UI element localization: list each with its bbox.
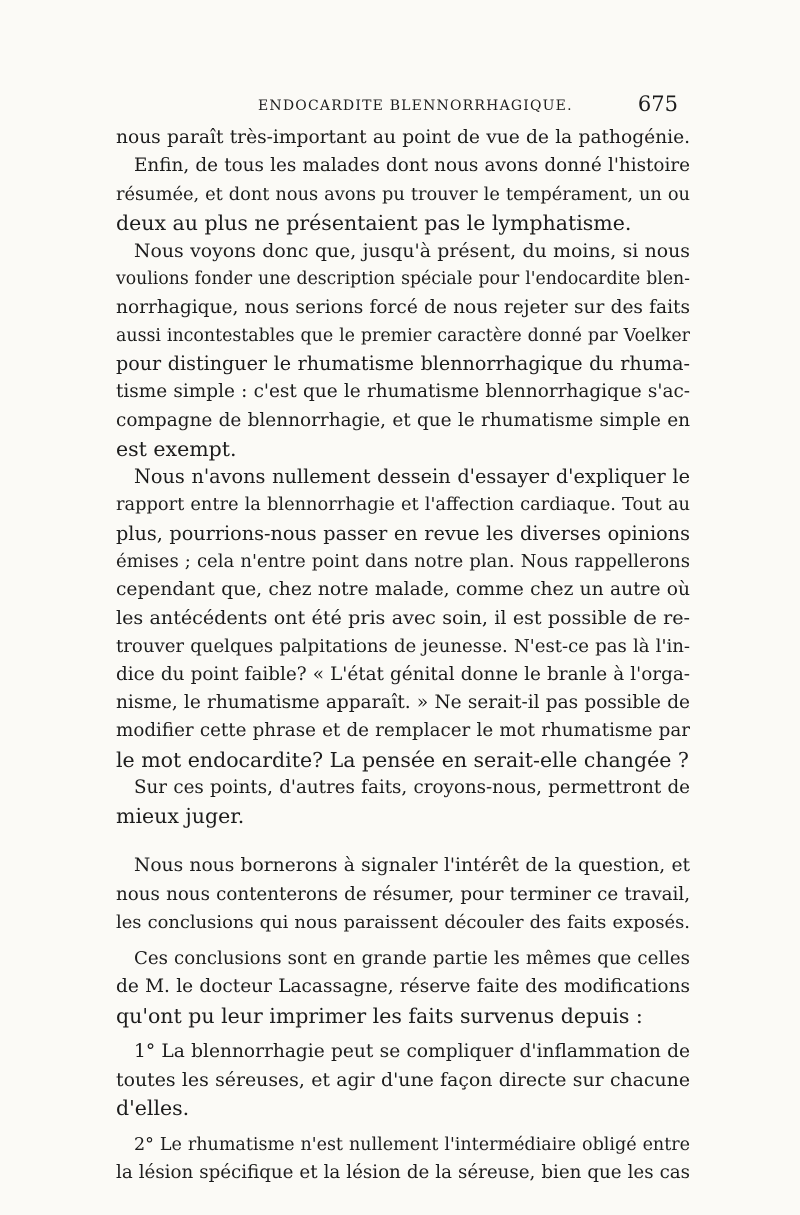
text-line: rapport entre la blennorrhagie et l'affection cardiaque. Tout au [116, 494, 690, 516]
text-line: Ces conclusions sont en grande partie les mêmes que celles [134, 948, 690, 969]
text-line: 2° Le rhumatisme n'est nullement l'intermédiaire obligé entre [134, 1134, 690, 1155]
text-line: mieux juger. [116, 804, 245, 828]
text-line: de M. le docteur Lacassagne, réserve faite des modifications [116, 976, 690, 998]
text-line: dice du point faible? « L'état génital donne le branle à l'orga- [116, 663, 690, 685]
text-line: Nous nous bornerons à signaler l'intérêt de la question, et [134, 855, 690, 877]
text-line: norrhagique, nous serions forcé de nous rejeter sur des faits [116, 296, 690, 318]
text-line: modifier cette phrase et de remplacer le mot rhumatisme par [116, 720, 690, 742]
paragraph-gap [116, 830, 690, 852]
paragraph-gap [116, 1123, 690, 1131]
body-text [116, 124, 690, 1187]
page-number: 675 [637, 92, 678, 116]
paragraph-gap [116, 1030, 690, 1038]
page-header [118, 92, 678, 120]
text-line: émises ; cela n'entre point dans notre plan. Nous rappellerons [116, 550, 690, 572]
text-line: Sur ces points, d'autres faits, croyons-nous, permettront de [134, 776, 690, 798]
text-line: trouver quelques palpitations de jeunesse. N'est-ce pas là l'in- [116, 635, 690, 657]
text-line: tisme simple : c'est que le rhumatisme blennorrhagique s'ac- [116, 381, 690, 403]
text-line: plus, pourrions-nous passer en revue les diverses opinions [116, 521, 690, 545]
paragraph-gap [116, 937, 690, 945]
text-line: qu'ont pu leur imprimer les faits survenus depuis : [116, 1003, 643, 1028]
text-line: nous nous contenterons de résumer, pour terminer ce travail, [116, 883, 690, 905]
text-line: est exempt. [116, 436, 237, 461]
text-line: la lésion spécifique et la lésion de la séreuse, bien que les cas [116, 1161, 690, 1183]
text-line: toutes les séreuses, et agir d'une façon directe sur chacune [116, 1069, 690, 1091]
text-line: nous paraît très-important au point de vue de la pathogénie. [116, 127, 690, 148]
text-line: les conclusions qui nous paraissent découler des faits exposés. [116, 911, 690, 933]
text-line: nisme, le rhumatisme apparaît. » Ne serait-il pas possible de [116, 692, 690, 713]
text-line: Nous n'avons nullement dessein d'essayer d'expliquer le [134, 465, 690, 488]
running-title: ENDOCARDITE BLENNORRHAGIQUE. [258, 98, 573, 114]
text-line: Enfin, de tous les malades dont nous avons donné l'histoire [134, 155, 690, 177]
text-line: le mot endocardite? La pensée en serait-elle changée ? [116, 747, 689, 772]
text-line: 1° La blennorrhagie peut se compliquer d'inflammation de [134, 1040, 690, 1062]
text-line: aussi incontestables que le premier caractère donné par Voelker [116, 325, 690, 346]
text-line: les antécédents ont été pris avec soin, il est possible de re- [116, 607, 690, 630]
text-line: d'elles. [116, 1096, 190, 1121]
text-line: compagne de blennorrhagie, et que le rhumatisme simple en [116, 409, 690, 431]
text-line: résumée, et dont nous avons pu trouver le tempérament, un ou [116, 183, 690, 205]
text-line: Nous voyons donc que, jusqu'à présent, du moins, si nous [134, 240, 690, 262]
text-line: cependant que, chez notre malade, comme chez un autre où [116, 579, 690, 600]
text-line: pour distinguer le rhumatisme blennorrhagique du rhuma- [116, 352, 690, 375]
text-line: voulions fonder une description spéciale pour l'endocardite blen- [116, 269, 690, 290]
text-line: deux au plus ne présentaient pas le lymphatisme. [116, 210, 632, 235]
